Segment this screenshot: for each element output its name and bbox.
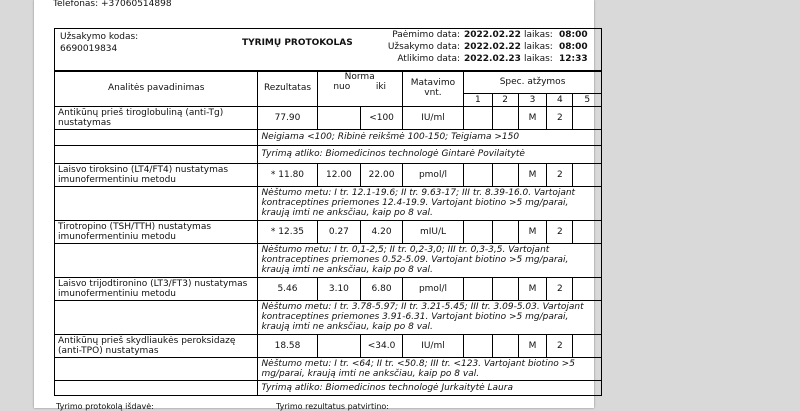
analyte-name: Tirotropino (TSH/TTH) nustatymas imunofermentiniu metodu (55, 220, 258, 243)
approved-by-label: Tyrimo rezultatus patvirtino: (276, 402, 389, 411)
time-label: laikas: (524, 54, 553, 64)
norm-from: 12.00 (317, 163, 361, 186)
note-row (55, 380, 602, 395)
column-header-unit: Matavimo vnt. (402, 71, 463, 107)
result-value: 77.90 (258, 106, 317, 129)
date-label: Atlikimo data: (397, 54, 460, 64)
protocol-header (54, 28, 602, 72)
table-row (55, 220, 602, 243)
date-value: 2022.02.22 (464, 42, 521, 52)
date-row (388, 42, 598, 54)
spec-mark-3: M (518, 277, 546, 300)
analyte-name: Laisvo trijodtironino (LT3/FT3) nustatymas imunofermentiniu metodu (55, 277, 258, 300)
spec-col-1: 1 (464, 93, 492, 106)
norm-from-label: nuo (333, 82, 351, 92)
norm-to: <34.0 (361, 334, 403, 357)
note-row (55, 243, 602, 277)
time-value: 08:00 (559, 42, 588, 52)
spec-col-3: 3 (518, 93, 546, 106)
results-table (54, 70, 602, 396)
spec-col-2: 2 (492, 93, 518, 106)
column-header-name: Analitės pavadinimas (55, 71, 258, 107)
spec-mark-4: 2 (547, 163, 573, 186)
issued-by-label: Tyrimo protokolą išdavė: (56, 402, 154, 411)
norm-from: 0.27 (317, 220, 361, 243)
date-row (388, 30, 598, 42)
spec-mark-4: 2 (547, 106, 573, 129)
time-label: laikas: (524, 30, 553, 40)
column-header-spec: Spec. atžymos (464, 71, 602, 94)
spec-mark-4: 2 (547, 277, 573, 300)
norm-to: <100 (361, 106, 403, 129)
dates-block (388, 30, 598, 66)
analyte-name: Antikūnų prieš tiroglobuliną (anti-Tg) nustatymas (55, 106, 258, 129)
norm-to: 6.80 (361, 277, 403, 300)
date-label: Užsakymo data: (387, 42, 460, 52)
date-value: 2022.02.23 (464, 54, 521, 64)
norm-subheader (321, 82, 399, 92)
norm-to-label: iki (375, 82, 387, 92)
time-value: 12:33 (559, 54, 588, 64)
norm-to: 22.00 (361, 163, 403, 186)
spec-mark-3: M (518, 163, 546, 186)
norm-from (317, 334, 361, 357)
performed-by-note: Tyrimą atliko: Biomedicinos technologė Jurkaitytė Laura (258, 380, 602, 395)
unit: IU/ml (402, 334, 463, 357)
analyte-name: Laisvo tiroksino (LT4/FT4) nustatymas imunofermentiniu metodu (55, 163, 258, 186)
analyte-name: Antikūnų prieš skydliaukės peroksidazę (anti-TPO) nustatymas (55, 334, 258, 357)
note-row (55, 357, 602, 380)
time-label: laikas: (524, 42, 553, 52)
note-row (55, 129, 602, 145)
date-label: Paėmimo data: (392, 30, 460, 40)
table-row (55, 163, 602, 186)
norm-from (317, 106, 361, 129)
column-header-norm (317, 71, 402, 94)
order-code-label: Užsakymo kodas: (60, 32, 139, 42)
document-page (34, 0, 594, 411)
unit: pmol/l (402, 163, 463, 186)
reference-note: Neigiama <100; Ribinė reikšmė 100-150; Teigiama >150 (258, 129, 602, 145)
result-value: * 12.35 (258, 220, 317, 243)
date-value: 2022.02.22 (464, 30, 521, 40)
table-row (55, 334, 602, 357)
order-code-value: 6690019834 (60, 44, 118, 54)
reference-note: Nėštumo metu: I tr. 0,1-2,5; II tr. 0,2-3,0; III tr. 0,3-3,5. Vartojant kontraceptines priemones 0.52-5.09. Vartojant biotino >5 mg/parai, kraują imti ne anksčiau, kaip po 8 val. (258, 243, 602, 277)
note-row (55, 300, 602, 334)
table-row (55, 277, 602, 300)
spec-col-4: 4 (547, 93, 573, 106)
note-row (55, 145, 602, 163)
norm-label: Norma (344, 72, 375, 82)
column-header-result: Rezultatas (258, 71, 317, 107)
reference-note: Nėštumo metu: I tr. 3.78-5.97; II tr. 3.21-5.45; III tr. 3.09-5.03. Vartojant kontraceptines priemones 3.91-6.31. Vartojant biotino >5 mg/parai, kraują imti ne anksčiau, kaip po 8 val. (258, 300, 602, 334)
unit: IU/ml (402, 106, 463, 129)
page-title: TYRIMŲ PROTOKOLAS (242, 38, 353, 48)
result-value: * 11.80 (258, 163, 317, 186)
unit: mIU/L (402, 220, 463, 243)
spec-col-5: 5 (573, 93, 602, 106)
spec-mark-3: M (518, 334, 546, 357)
spec-mark-3: M (518, 106, 546, 129)
time-value: 08:00 (559, 30, 588, 40)
reference-note: Nėštumo metu: I tr. 12.1-19.6; II tr. 9.63-17; III tr. 8.39-16.0. Vartojant kontraceptines priemones 12.4-19.9. Vartojant biotino >5 mg/parai, kraują imti ne anksčiau, kaip po 8 val. (258, 186, 602, 220)
result-value: 5.46 (258, 277, 317, 300)
performed-by-note: Tyrimą atliko: Biomedicinos technologė Gintarė Povilaitytė (258, 145, 602, 163)
spec-mark-4: 2 (547, 334, 573, 357)
spec-mark-3: M (518, 220, 546, 243)
table-row (55, 106, 602, 129)
spec-mark-4: 2 (547, 220, 573, 243)
reference-note: Nėštumo metu: I tr. <64; II tr. <50.8; III tr. <123. Vartojant biotino >5 mg/parai, kraują imti ne anksčiau, kaip po 8 val. (258, 357, 602, 380)
result-value: 18.58 (258, 334, 317, 357)
phone-line: Telefonas: +37060514898 (53, 0, 172, 9)
norm-to: 4.20 (361, 220, 403, 243)
unit: pmol/l (402, 277, 463, 300)
date-row (388, 54, 598, 66)
note-row (55, 186, 602, 220)
norm-from: 3.10 (317, 277, 361, 300)
